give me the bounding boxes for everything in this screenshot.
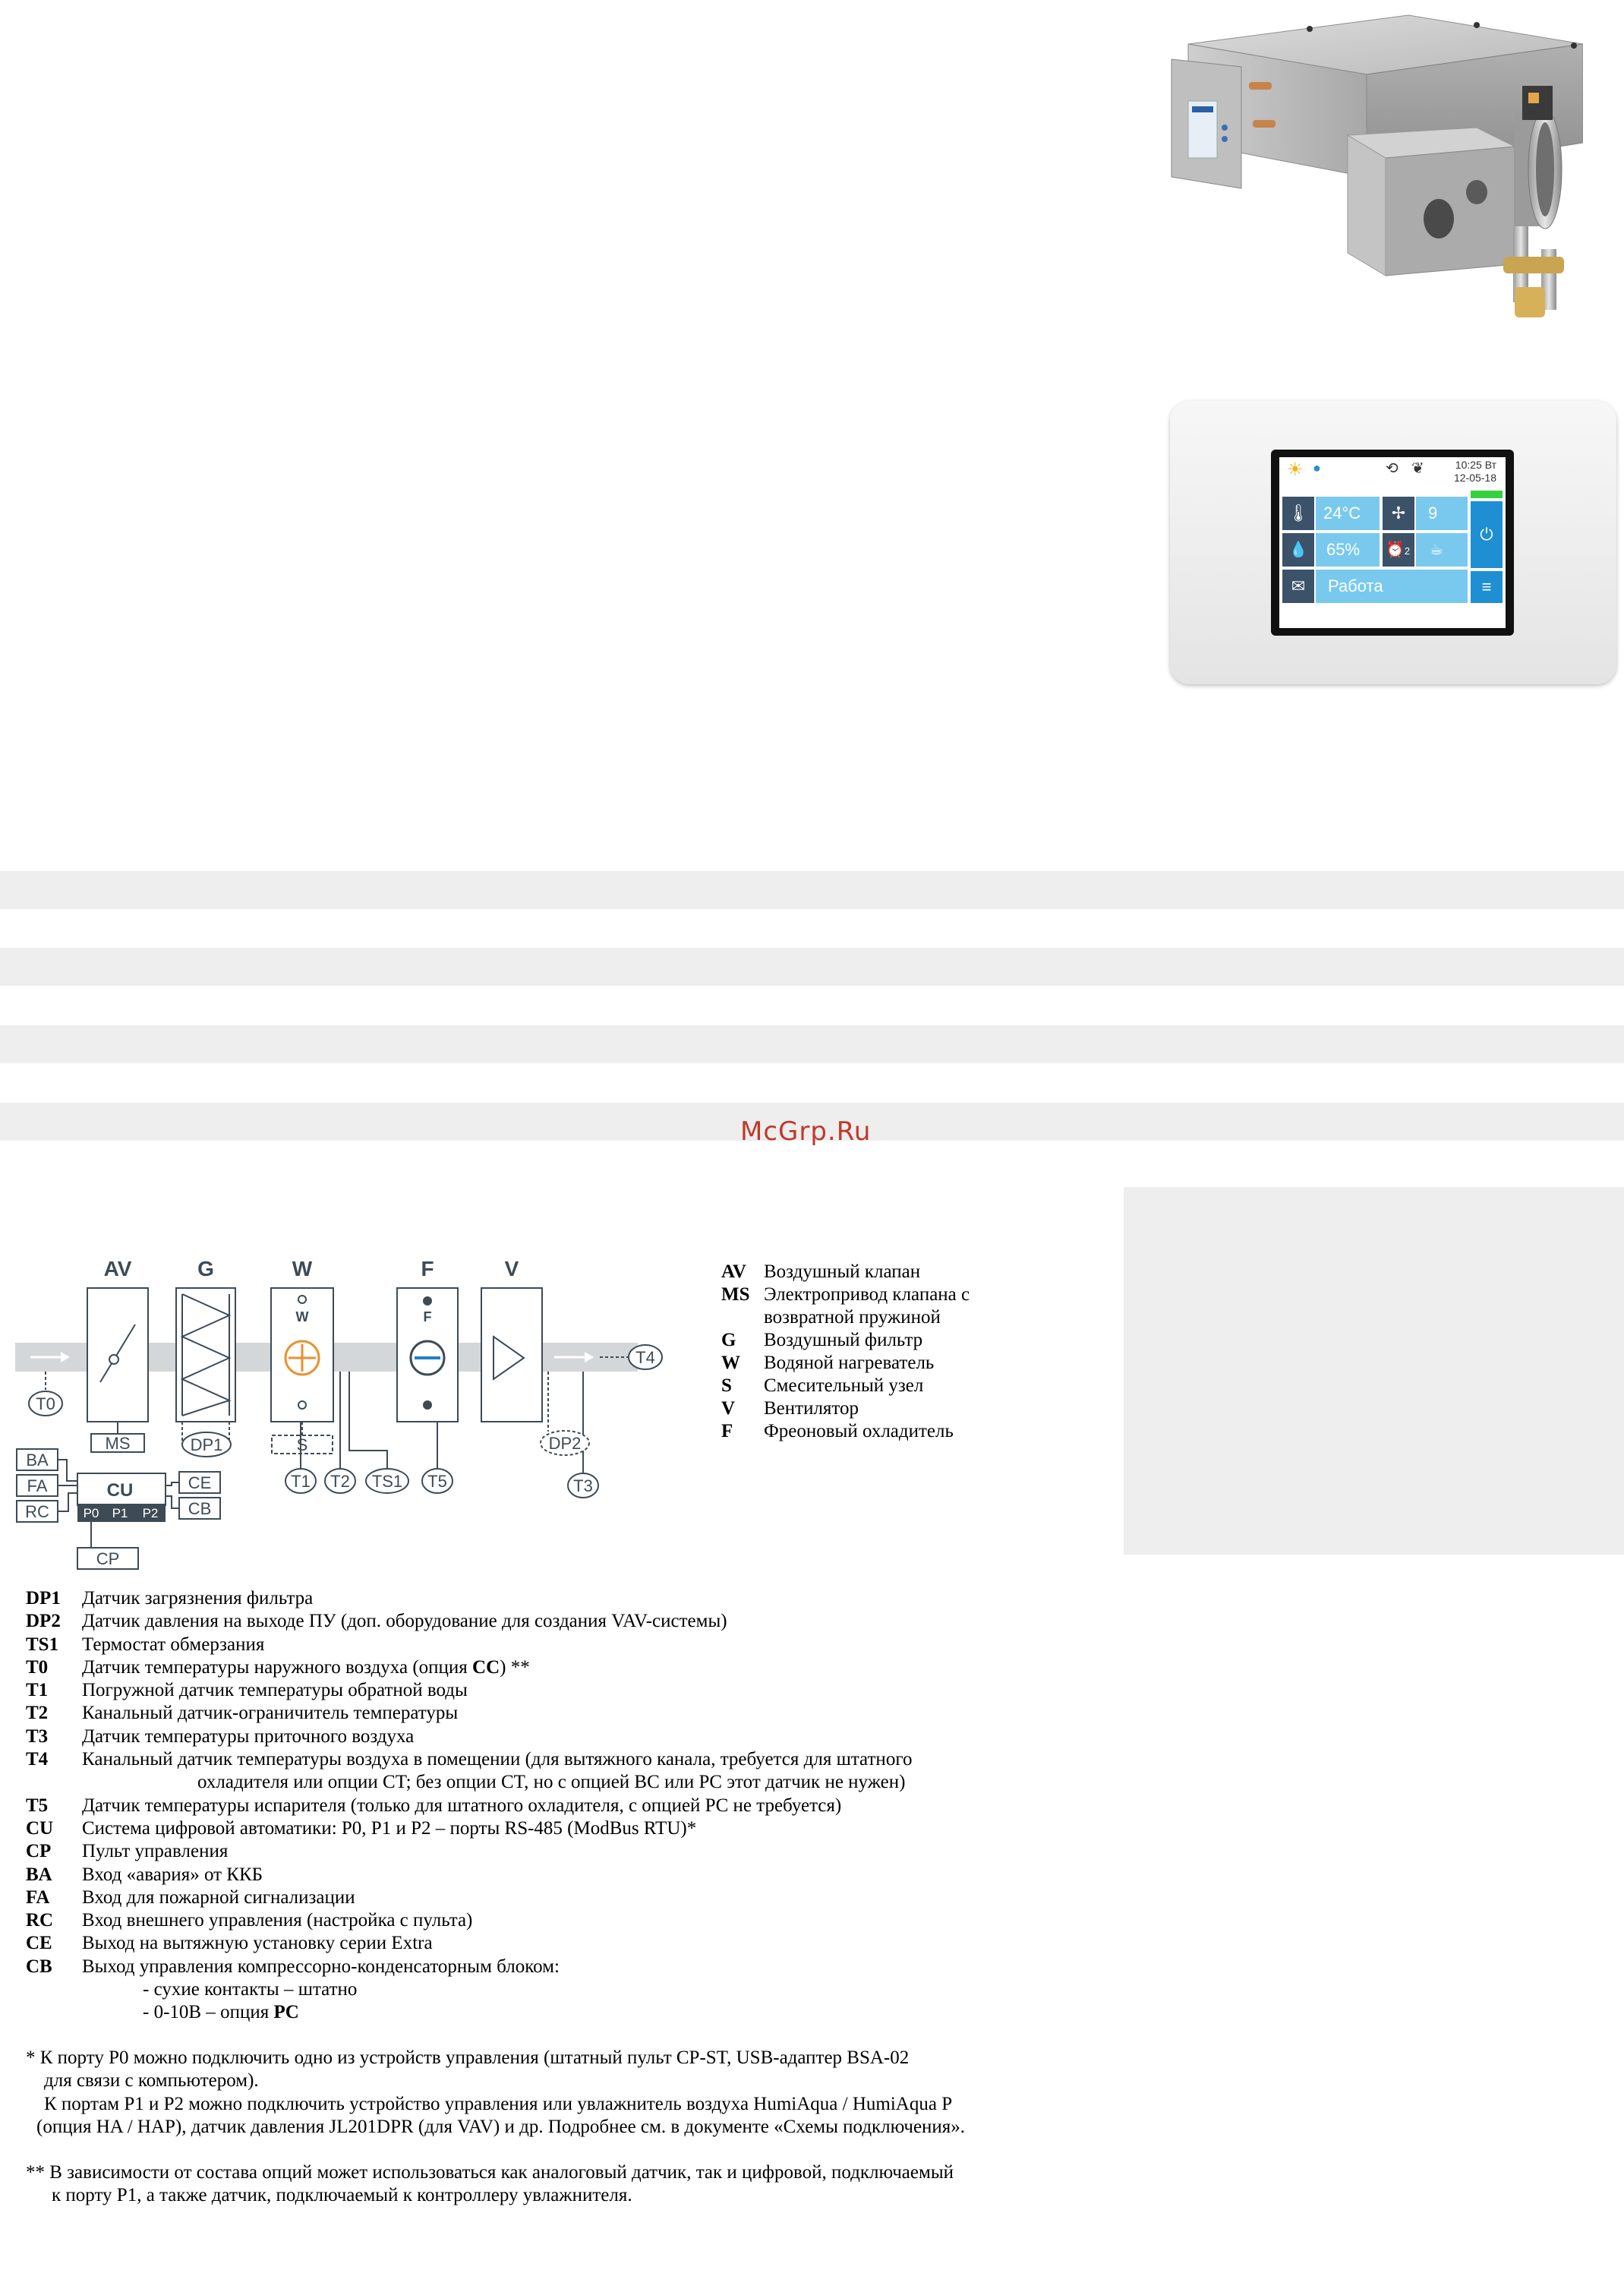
footnotes [26,2047,1127,2208]
humidity-tile[interactable]: 65% [1316,533,1380,567]
description-row [26,1886,1089,1909]
input-fa: FA [27,1476,48,1495]
description-text: Канальный датчик температуры воздуха в помещении (для вытяжного канала, требуется для штатного [82,1749,913,1770]
sensor-ts1: TS1 [371,1472,403,1491]
description-key [26,1978,82,2001]
port-p1: P1 [112,1506,128,1520]
description-key: T3 [26,1725,49,1747]
side-info-box [1124,1187,1624,1555]
description-text: Термостат обмерзания [82,1634,265,1655]
description-row [26,1656,1089,1679]
description-text-part: Датчик температуры наружного воздуха (опция [82,1656,473,1678]
description-text: Канальный датчик-ограничитель температуры [82,1703,459,1724]
table-band-2 [0,948,1624,986]
fan-icon-tile[interactable]: ✢ [1383,497,1414,530]
description-row [26,1610,1089,1633]
description-key: CE [26,1933,52,1954]
description-text: Датчик температуры приточного воздуха [82,1725,415,1747]
description-row [26,1817,1089,1840]
description-key: T1 [26,1680,49,1701]
description-text-part: - 0-10В – опция [143,2002,274,2023]
power-indicator-bar [1471,491,1503,498]
description-key: DP2 [26,1611,61,1632]
description-key [26,2001,82,2024]
description-row [26,1956,1089,1978]
humidity-drops-icon: ● [1313,460,1321,475]
panel-screen [1279,457,1506,628]
description-row [26,1795,1089,1817]
legend-text: Воздушный клапан [764,1261,921,1282]
watermark: McGrp.Ru [740,1116,872,1147]
cu-label: CU [106,1480,134,1501]
description-text: - сухие контакты – штатно [143,1979,358,2000]
note-5: ** В зависимости от состава опций может использоваться как аналоговый датчик, так и цифровой, подключаемый [26,2162,954,2183]
description-text: Вход внешнего управления (настройка с пульта) [82,1910,473,1931]
note-1: * К порту P0 можно подключить одно из устройств управления (штатный пульт CP-ST, USB-адаптер BSA-02 [26,2047,910,2068]
menu-button[interactable]: ≡ [1471,571,1503,603]
legend-row [721,1283,970,1306]
description-key: RC [26,1910,54,1931]
description-text: Выход на вытяжную установку серии Extra [82,1933,433,1954]
description-key: T0 [26,1656,49,1678]
legend-text: Вентилятор [764,1398,859,1419]
sensor-t0: T0 [36,1394,55,1413]
status-tile[interactable]: Работа [1316,570,1468,603]
description-text: Система цифровой автоматики: P0, P1 и P2 – порты RS-485 (ModBus RTU)* [82,1817,697,1839]
alarm-clock-icon: ⏰ [1386,541,1405,558]
fan-speed-tile[interactable]: 9 [1416,497,1468,530]
port-p0: P0 [83,1506,99,1520]
label-av: AV [103,1257,132,1280]
description-key [26,1771,82,1794]
damper-box [87,1288,148,1422]
coffee-tile[interactable] [1416,533,1468,567]
description-text: Датчик загрязнения фильтра [82,1588,314,1609]
sensor-t3: T3 [573,1476,593,1495]
description-row [26,1864,1089,1886]
note-6: к порту P1, а также датчик, подключаемый к контроллеру увлажнителя. [52,2185,632,2206]
sensor-s: S [296,1435,308,1454]
temperature-tile[interactable]: 24°C [1316,497,1380,530]
description-text: Пульт управления [82,1841,229,1862]
fan-box [481,1288,542,1422]
leaf-icon: ❦ [1411,460,1424,477]
port-p2: P2 [142,1506,159,1520]
description-key: T2 [26,1703,49,1724]
description-key: CB [26,1956,52,1977]
output-ce: CE [188,1473,212,1492]
unit-illustration [1158,14,1583,333]
legend-row [721,1261,970,1283]
description-text: Датчик температуры испарителя (только для штатного охладителя, с опцией PC не требуется) [82,1795,842,1816]
cooler-f-symbol: F [423,1309,432,1324]
label-f: F [421,1257,434,1280]
description-key: FA [26,1886,50,1908]
legend-row [721,1397,970,1420]
legend-text: возвратной пружиной [764,1307,941,1328]
description-row [26,1679,1089,1702]
table-band-3 [0,1025,1624,1063]
timer-index: 2 [1404,545,1411,557]
temperature-icon-tile[interactable]: 🌡 [1282,497,1314,530]
coffee-cup-icon: ☕ [1430,541,1443,558]
legend-text: Электропривод клапана с [764,1284,970,1305]
legend-text: Фреоновый охладитель [764,1421,954,1441]
legend-row [721,1329,970,1352]
sensor-t5: T5 [427,1472,447,1491]
description-text [82,2001,299,2024]
sensor-dp2: DP2 [548,1434,582,1453]
note-2: для связи с компьютером). [44,2070,259,2092]
recirculation-icon: ⟲ [1386,460,1399,477]
label-g: G [197,1257,214,1280]
description-text: Датчик давления на выходе ПУ (доп. оборудование для создания VAV-системы) [82,1611,727,1632]
label-v: V [504,1257,519,1280]
legend-key: AV [721,1261,746,1282]
legend-row [721,1306,970,1329]
legend-key: MS [721,1284,750,1305]
sun-icon: ☀ [1287,459,1304,480]
description-text-part: ) ** [500,1656,530,1678]
sensor-t1: T1 [291,1472,311,1491]
panel-date: 12-05-18 [1453,472,1496,484]
description-text: Вход «авария» от ККБ [82,1864,263,1885]
description-row [26,1840,1089,1863]
description-row [26,1702,1089,1725]
legend-row [721,1375,970,1397]
heater-w-symbol: W [295,1309,309,1324]
legend-row [721,1420,970,1443]
legend-row [721,1352,970,1375]
timer-icon-tile[interactable] [1383,533,1414,567]
panel-screen-frame [1271,450,1514,636]
legend-key [721,1306,764,1329]
description-row [26,1978,1089,2001]
description-row [26,1909,1089,1932]
sensor-t2: T2 [330,1472,350,1491]
description-key: TS1 [26,1634,59,1655]
legend-key: S [721,1375,732,1396]
note-3: К портам P1 и P2 можно подключить устройство управления или увлажнитель воздуха HumiAqua / HumiAqua P [44,2093,953,2114]
table-band-1 [0,871,1624,909]
control-panel [1170,401,1616,684]
sensor-t4: T4 [635,1348,655,1367]
description-row [26,1587,1089,1610]
note-4: (опция HA / HAP), датчик давления JL201DPR (для VAV) и др. Подробнее см. в документе «Схемы подключения». [36,2116,966,2137]
remote-cp: CP [96,1549,120,1568]
description-option-code: CC [472,1656,500,1678]
legend-text: Воздушный фильтр [764,1330,923,1350]
description-text: охладителя или опции CT; без опции CT, но с опцией BC или PC этот датчик не нужен) [197,1772,906,1793]
humidity-icon-tile[interactable]: 💧 [1282,533,1314,567]
legend-text: Смесительный узел [764,1375,924,1396]
component-legend [721,1261,970,1443]
legend-key: W [721,1353,740,1373]
description-text: Вход для пожарной сигнализации [82,1886,355,1908]
description-option-code: PC [273,2002,299,2023]
description-text [82,1656,530,1679]
legend-key: V [721,1398,736,1419]
description-key: BA [26,1864,52,1885]
description-row [26,1748,1089,1771]
message-icon-tile[interactable]: ✉ [1282,570,1314,603]
description-text: Выход управления компрессорно-конденсаторным блоком: [82,1956,560,1977]
output-cb: CB [188,1499,212,1518]
description-row [26,1634,1089,1656]
description-key: CU [26,1817,54,1839]
schematic-diagram [0,1246,683,1580]
panel-time: 10:25 Вт [1455,459,1496,471]
sensor-ms: MS [105,1434,131,1453]
description-key: CP [26,1841,52,1862]
power-button[interactable]: ⏻ [1471,501,1503,568]
description-row [26,1725,1089,1748]
input-rc: RC [25,1502,49,1521]
legend-text: Водяной нагреватель [764,1353,935,1373]
description-key: T4 [26,1749,49,1770]
description-row [26,1932,1089,1955]
sensor-descriptions [26,1587,1089,2025]
label-w: W [292,1257,313,1280]
legend-key: F [721,1421,733,1441]
input-ba: BA [26,1451,49,1470]
description-row [26,2001,1089,2024]
sensor-dp1: DP1 [190,1435,223,1454]
description-row [26,1771,1089,1794]
description-key: DP1 [26,1588,61,1609]
description-text: Погружной датчик температуры обратной воды [82,1680,468,1701]
description-key: T5 [26,1795,49,1816]
legend-key: G [721,1330,736,1350]
